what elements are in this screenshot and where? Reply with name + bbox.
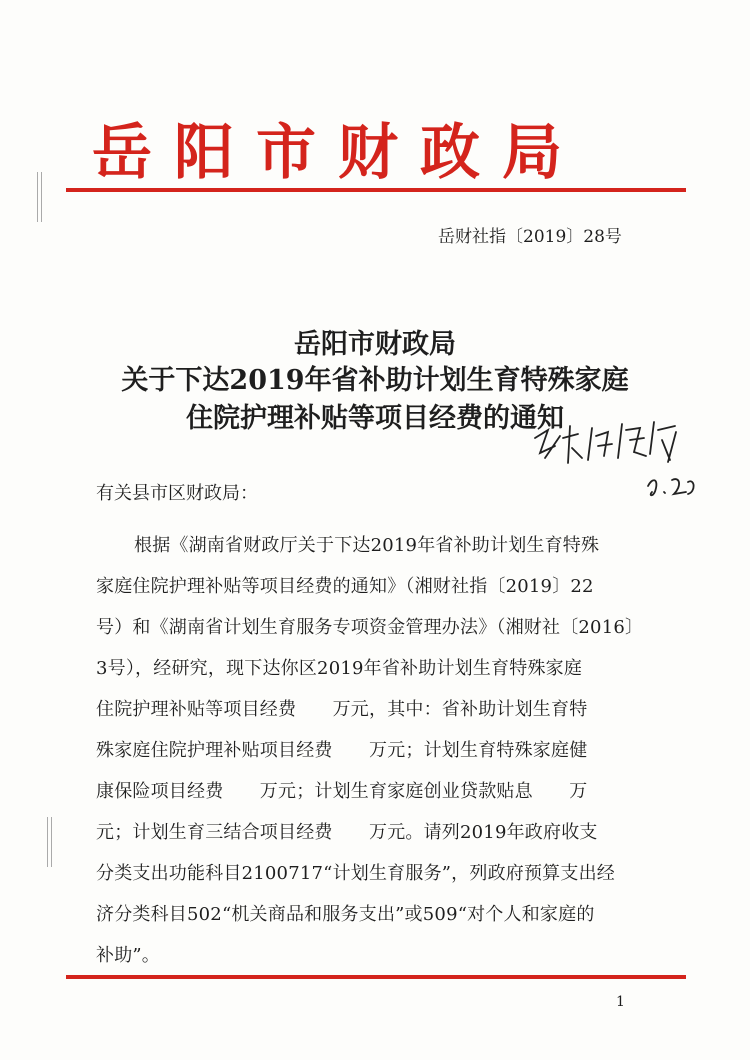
binding-mark [37, 172, 42, 222]
page-number: 1 [616, 994, 625, 1010]
footer-divider [66, 975, 686, 979]
body-line: 号）和《湖南省计划生育服务专项资金管理办法》（湘财社〔2016〕 [96, 617, 644, 638]
body-line: 根据《湖南省财政厅关于下达2019年省补助计划生育特殊 [134, 535, 600, 556]
body-line: 济分类科目502“机关商品和服务支出”或509“对个人和家庭的 [96, 904, 595, 925]
body-line: 分类支出功能科目2100717“计划生育服务”，列政府预算支出经 [96, 863, 615, 884]
body-line: 补助”。 [96, 945, 161, 966]
header-divider [66, 188, 686, 192]
body-line: 家庭住院护理补贴等项目经费的通知》（湘财社指〔2019〕22 [96, 576, 594, 597]
addressee: 有关县市区财政局： [96, 483, 258, 504]
title-line-1: 岳阳市财政局 [294, 329, 456, 360]
body-line: 康保险项目经费 万元；计划生育家庭创业贷款贴息 万 [96, 781, 588, 802]
binding-mark [47, 817, 52, 867]
title-line-3: 住院护理补贴等项目经费的通知 [186, 403, 564, 434]
title-line-2: 关于下达2019年省补助计划生育特殊家庭 [121, 365, 629, 396]
body-line: 住院护理补贴等项目经费 万元，其中：省补助计划生育特 [96, 699, 588, 720]
body-line: 殊家庭住院护理补贴项目经费 万元；计划生育特殊家庭健 [96, 740, 588, 761]
handwritten-signature [530, 408, 700, 508]
document-number: 岳财社指〔2019〕28号 [438, 227, 622, 247]
body-line: 3号），经研究，现下达你区2019年省补助计划生育特殊家庭 [96, 658, 583, 679]
body-line: 元；计划生育三结合项目经费 万元。请列2019年政府收支 [96, 822, 598, 843]
agency-header: 岳阳市财政局 [92, 118, 584, 188]
